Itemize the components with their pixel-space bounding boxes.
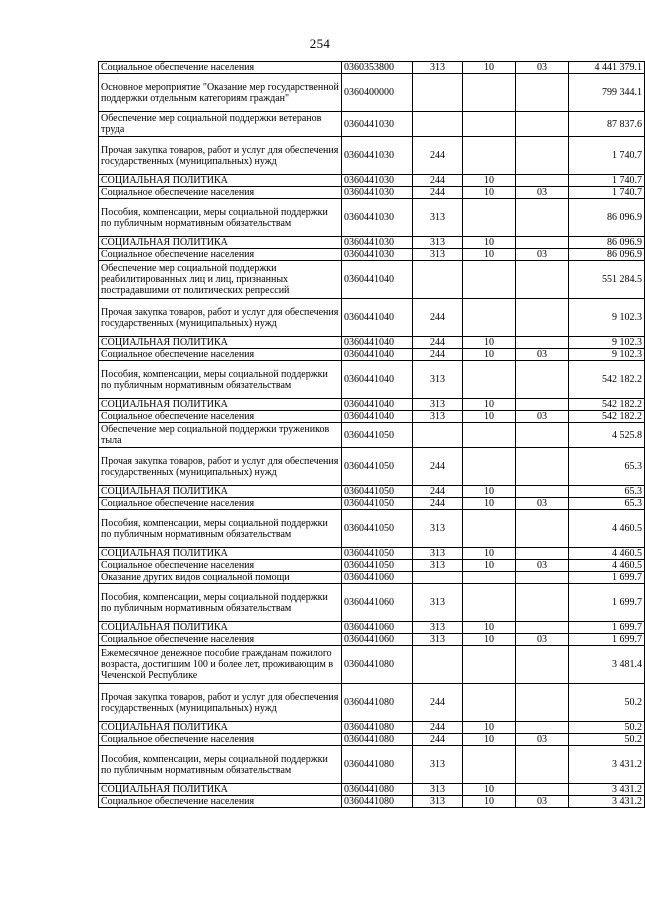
name-cell: Прочая закупка товаров, работ и услуг для обеспечения государственных (муниципальных) нужд	[99, 448, 342, 486]
sum-cell: 1 699.7	[569, 634, 645, 646]
sum-cell: 3 431.2	[569, 784, 645, 796]
csr-cell: 0360441050	[342, 548, 413, 560]
rz-cell: 10	[463, 796, 516, 808]
pr-cell	[516, 261, 569, 299]
name-cell: Пособия, компенсации, меры социальной поддержки по публичным нормативным обязательствам	[99, 361, 342, 399]
table-row	[99, 734, 645, 746]
pr-cell	[516, 237, 569, 249]
sum-cell: 542 182.2	[569, 411, 645, 423]
csr-cell: 0360441030	[342, 249, 413, 261]
pr-cell	[516, 448, 569, 486]
vr-cell: 244	[413, 137, 463, 175]
name-cell: СОЦИАЛЬНАЯ ПОЛИТИКА	[99, 399, 342, 411]
rz-cell: 10	[463, 722, 516, 734]
name-cell: Пособия, компенсации, меры социальной поддержки по публичным нормативным обязательствам	[99, 584, 342, 622]
rz-cell	[463, 299, 516, 337]
sum-cell: 4 460.5	[569, 510, 645, 548]
pr-cell	[516, 175, 569, 187]
name-cell: Прочая закупка товаров, работ и услуг для обеспечения государственных (муниципальных) нужд	[99, 137, 342, 175]
rz-cell: 10	[463, 734, 516, 746]
rz-cell	[463, 572, 516, 584]
table-row	[99, 261, 645, 299]
rz-cell: 10	[463, 237, 516, 249]
csr-cell: 0360441080	[342, 746, 413, 784]
csr-cell: 0360441030	[342, 237, 413, 249]
rz-cell: 10	[463, 548, 516, 560]
vr-cell: 313	[413, 584, 463, 622]
pr-cell	[516, 548, 569, 560]
name-cell: Социальное обеспечение населения	[99, 249, 342, 261]
sum-cell: 86 096.9	[569, 199, 645, 237]
pr-cell	[516, 74, 569, 112]
table-row	[99, 237, 645, 249]
sum-cell: 65.3	[569, 448, 645, 486]
rz-cell: 10	[463, 399, 516, 411]
pr-cell	[516, 622, 569, 634]
name-cell: Основное мероприятие "Оказание мер государственной поддержки отдельным категориям граждан"	[99, 74, 342, 112]
rz-cell	[463, 746, 516, 784]
csr-cell: 0360441040	[342, 411, 413, 423]
pr-cell: 03	[516, 796, 569, 808]
table-row	[99, 187, 645, 199]
table-row	[99, 62, 645, 74]
csr-cell: 0360441080	[342, 796, 413, 808]
csr-cell: 0360441040	[342, 337, 413, 349]
table-row	[99, 249, 645, 261]
csr-cell: 0360441050	[342, 486, 413, 498]
csr-cell: 0360441060	[342, 622, 413, 634]
pr-cell	[516, 112, 569, 137]
table-row	[99, 796, 645, 808]
sum-cell: 799 344.1	[569, 74, 645, 112]
pr-cell	[516, 423, 569, 448]
pr-cell: 03	[516, 249, 569, 261]
rz-cell	[463, 261, 516, 299]
vr-cell: 244	[413, 722, 463, 734]
vr-cell: 313	[413, 361, 463, 399]
name-cell: Оказание других видов социальной помощи	[99, 572, 342, 584]
rz-cell	[463, 448, 516, 486]
pr-cell	[516, 646, 569, 684]
name-cell: Социальное обеспечение населения	[99, 187, 342, 199]
csr-cell: 0360441040	[342, 261, 413, 299]
rz-cell: 10	[463, 622, 516, 634]
rz-cell: 10	[463, 175, 516, 187]
sum-cell: 65.3	[569, 498, 645, 510]
table-row	[99, 349, 645, 361]
csr-cell: 0360441030	[342, 137, 413, 175]
pr-cell	[516, 510, 569, 548]
csr-cell: 0360441050	[342, 560, 413, 572]
table-row	[99, 175, 645, 187]
csr-cell: 0360441060	[342, 572, 413, 584]
vr-cell: 313	[413, 746, 463, 784]
name-cell: СОЦИАЛЬНАЯ ПОЛИТИКА	[99, 784, 342, 796]
name-cell: СОЦИАЛЬНАЯ ПОЛИТИКА	[99, 237, 342, 249]
vr-cell: 313	[413, 796, 463, 808]
name-cell: Социальное обеспечение населения	[99, 560, 342, 572]
vr-cell: 244	[413, 299, 463, 337]
rz-cell	[463, 74, 516, 112]
sum-cell: 50.2	[569, 722, 645, 734]
budget-table-body	[99, 62, 645, 808]
vr-cell: 313	[413, 622, 463, 634]
rz-cell: 10	[463, 249, 516, 261]
pr-cell	[516, 299, 569, 337]
table-row	[99, 299, 645, 337]
table-row	[99, 486, 645, 498]
pr-cell	[516, 361, 569, 399]
table-row	[99, 646, 645, 684]
pr-cell	[516, 784, 569, 796]
sum-cell: 1 740.7	[569, 175, 645, 187]
name-cell: СОЦИАЛЬНАЯ ПОЛИТИКА	[99, 486, 342, 498]
pr-cell: 03	[516, 634, 569, 646]
vr-cell: 313	[413, 510, 463, 548]
name-cell: Пособия, компенсации, меры социальной поддержки по публичным нормативным обязательствам	[99, 510, 342, 548]
table-row	[99, 411, 645, 423]
name-cell: Пособия, компенсации, меры социальной поддержки по публичным нормативным обязательствам	[99, 199, 342, 237]
table-row	[99, 784, 645, 796]
rz-cell: 10	[463, 560, 516, 572]
vr-cell: 244	[413, 448, 463, 486]
pr-cell	[516, 137, 569, 175]
vr-cell	[413, 74, 463, 112]
csr-cell: 0360441080	[342, 646, 413, 684]
csr-cell: 0360441080	[342, 784, 413, 796]
table-row	[99, 722, 645, 734]
name-cell: СОЦИАЛЬНАЯ ПОЛИТИКА	[99, 622, 342, 634]
table-row	[99, 74, 645, 112]
pr-cell	[516, 337, 569, 349]
table-row	[99, 337, 645, 349]
pr-cell: 03	[516, 498, 569, 510]
rz-cell	[463, 137, 516, 175]
pr-cell	[516, 684, 569, 722]
sum-cell: 542 182.2	[569, 399, 645, 411]
vr-cell: 244	[413, 175, 463, 187]
rz-cell: 10	[463, 337, 516, 349]
rz-cell: 10	[463, 349, 516, 361]
name-cell: Социальное обеспечение населения	[99, 634, 342, 646]
csr-cell: 0360441030	[342, 175, 413, 187]
pr-cell	[516, 399, 569, 411]
vr-cell: 313	[413, 237, 463, 249]
sum-cell: 1 740.7	[569, 137, 645, 175]
sum-cell: 87 837.6	[569, 112, 645, 137]
vr-cell: 313	[413, 634, 463, 646]
sum-cell: 4 460.5	[569, 560, 645, 572]
vr-cell: 244	[413, 498, 463, 510]
name-cell: СОЦИАЛЬНАЯ ПОЛИТИКА	[99, 548, 342, 560]
table-row	[99, 622, 645, 634]
table-row	[99, 199, 645, 237]
vr-cell	[413, 423, 463, 448]
csr-cell: 0360441060	[342, 634, 413, 646]
vr-cell: 244	[413, 684, 463, 722]
table-row	[99, 548, 645, 560]
sum-cell: 551 284.5	[569, 261, 645, 299]
rz-cell: 10	[463, 411, 516, 423]
vr-cell: 313	[413, 560, 463, 572]
table-row	[99, 510, 645, 548]
rz-cell	[463, 646, 516, 684]
table-row	[99, 361, 645, 399]
sum-cell: 65.3	[569, 486, 645, 498]
pr-cell: 03	[516, 560, 569, 572]
sum-cell: 1 740.7	[569, 187, 645, 199]
vr-cell	[413, 112, 463, 137]
sum-cell: 86 096.9	[569, 249, 645, 261]
vr-cell: 313	[413, 784, 463, 796]
sum-cell: 1 699.7	[569, 584, 645, 622]
sum-cell: 86 096.9	[569, 237, 645, 249]
name-cell: Ежемесячное денежное пособие гражданам пожилого возраста, достигшим 100 и более лет, проживающим в Чеченской Республике	[99, 646, 342, 684]
pr-cell	[516, 486, 569, 498]
csr-cell: 0360441050	[342, 498, 413, 510]
csr-cell: 0360353800	[342, 62, 413, 74]
pr-cell	[516, 572, 569, 584]
sum-cell: 3 481.4	[569, 646, 645, 684]
csr-cell: 0360441030	[342, 187, 413, 199]
pr-cell	[516, 746, 569, 784]
csr-cell: 0360441040	[342, 299, 413, 337]
rz-cell	[463, 684, 516, 722]
name-cell: Социальное обеспечение населения	[99, 411, 342, 423]
rz-cell: 10	[463, 634, 516, 646]
sum-cell: 3 431.2	[569, 746, 645, 784]
rz-cell	[463, 361, 516, 399]
table-row	[99, 684, 645, 722]
csr-cell: 0360441040	[342, 399, 413, 411]
vr-cell: 313	[413, 411, 463, 423]
sum-cell: 4 525.8	[569, 423, 645, 448]
table-row	[99, 560, 645, 572]
budget-table	[98, 61, 645, 808]
name-cell: СОЦИАЛЬНАЯ ПОЛИТИКА	[99, 337, 342, 349]
sum-cell: 9 102.3	[569, 349, 645, 361]
csr-cell: 0360441030	[342, 112, 413, 137]
table-row	[99, 112, 645, 137]
sum-cell: 4 460.5	[569, 548, 645, 560]
vr-cell: 244	[413, 187, 463, 199]
name-cell: Социальное обеспечение населения	[99, 62, 342, 74]
rz-cell	[463, 112, 516, 137]
rz-cell: 10	[463, 784, 516, 796]
csr-cell: 0360441050	[342, 423, 413, 448]
vr-cell: 244	[413, 486, 463, 498]
rz-cell: 10	[463, 498, 516, 510]
csr-cell: 0360441060	[342, 584, 413, 622]
sum-cell: 3 431.2	[569, 796, 645, 808]
name-cell: Обеспечение мер социальной поддержки реабилитированных лиц и лиц, признанных пострадавшими от политических репрессий	[99, 261, 342, 299]
rz-cell	[463, 584, 516, 622]
vr-cell: 313	[413, 548, 463, 560]
page-number: 254	[309, 36, 331, 51]
vr-cell	[413, 646, 463, 684]
csr-cell: 0360441040	[342, 349, 413, 361]
pr-cell: 03	[516, 411, 569, 423]
sum-cell: 50.2	[569, 734, 645, 746]
csr-cell: 0360400000	[342, 74, 413, 112]
name-cell: Прочая закупка товаров, работ и услуг для обеспечения государственных (муниципальных) нужд	[99, 299, 342, 337]
table-row	[99, 584, 645, 622]
table-row	[99, 137, 645, 175]
sum-cell: 1 699.7	[569, 622, 645, 634]
pr-cell: 03	[516, 187, 569, 199]
table-row	[99, 399, 645, 411]
name-cell: Обеспечение мер социальной поддержки тружеников тыла	[99, 423, 342, 448]
name-cell: Обеспечение мер социальной поддержки ветеранов труда	[99, 112, 342, 137]
csr-cell: 0360441080	[342, 722, 413, 734]
pr-cell	[516, 584, 569, 622]
vr-cell	[413, 572, 463, 584]
pr-cell: 03	[516, 62, 569, 74]
name-cell: Социальное обеспечение населения	[99, 796, 342, 808]
sum-cell: 1 699.7	[569, 572, 645, 584]
table-row	[99, 634, 645, 646]
vr-cell: 313	[413, 62, 463, 74]
table-row	[99, 423, 645, 448]
csr-cell: 0360441050	[342, 510, 413, 548]
table-row	[99, 572, 645, 584]
vr-cell: 244	[413, 734, 463, 746]
vr-cell	[413, 261, 463, 299]
csr-cell: 0360441080	[342, 734, 413, 746]
name-cell: Социальное обеспечение населения	[99, 734, 342, 746]
csr-cell: 0360441040	[342, 361, 413, 399]
vr-cell: 313	[413, 199, 463, 237]
name-cell: Пособия, компенсации, меры социальной поддержки по публичным нормативным обязательствам	[99, 746, 342, 784]
pr-cell	[516, 722, 569, 734]
name-cell: Социальное обеспечение населения	[99, 498, 342, 510]
sum-cell: 542 182.2	[569, 361, 645, 399]
name-cell: СОЦИАЛЬНАЯ ПОЛИТИКА	[99, 722, 342, 734]
sum-cell: 9 102.3	[569, 299, 645, 337]
csr-cell: 0360441030	[342, 199, 413, 237]
rz-cell: 10	[463, 187, 516, 199]
name-cell: СОЦИАЛЬНАЯ ПОЛИТИКА	[99, 175, 342, 187]
table-row	[99, 746, 645, 784]
pr-cell: 03	[516, 349, 569, 361]
pr-cell: 03	[516, 734, 569, 746]
sum-cell: 50.2	[569, 684, 645, 722]
name-cell: Социальное обеспечение населения	[99, 349, 342, 361]
vr-cell: 244	[413, 337, 463, 349]
rz-cell	[463, 423, 516, 448]
rz-cell	[463, 510, 516, 548]
sum-cell: 9 102.3	[569, 337, 645, 349]
table-row	[99, 448, 645, 486]
vr-cell: 313	[413, 399, 463, 411]
rz-cell: 10	[463, 62, 516, 74]
csr-cell: 0360441050	[342, 448, 413, 486]
name-cell: Прочая закупка товаров, работ и услуг для обеспечения государственных (муниципальных) нужд	[99, 684, 342, 722]
rz-cell	[463, 199, 516, 237]
vr-cell: 313	[413, 249, 463, 261]
sum-cell: 4 441 379.1	[569, 62, 645, 74]
csr-cell: 0360441080	[342, 684, 413, 722]
vr-cell: 244	[413, 349, 463, 361]
table-row	[99, 498, 645, 510]
rz-cell: 10	[463, 486, 516, 498]
pr-cell	[516, 199, 569, 237]
